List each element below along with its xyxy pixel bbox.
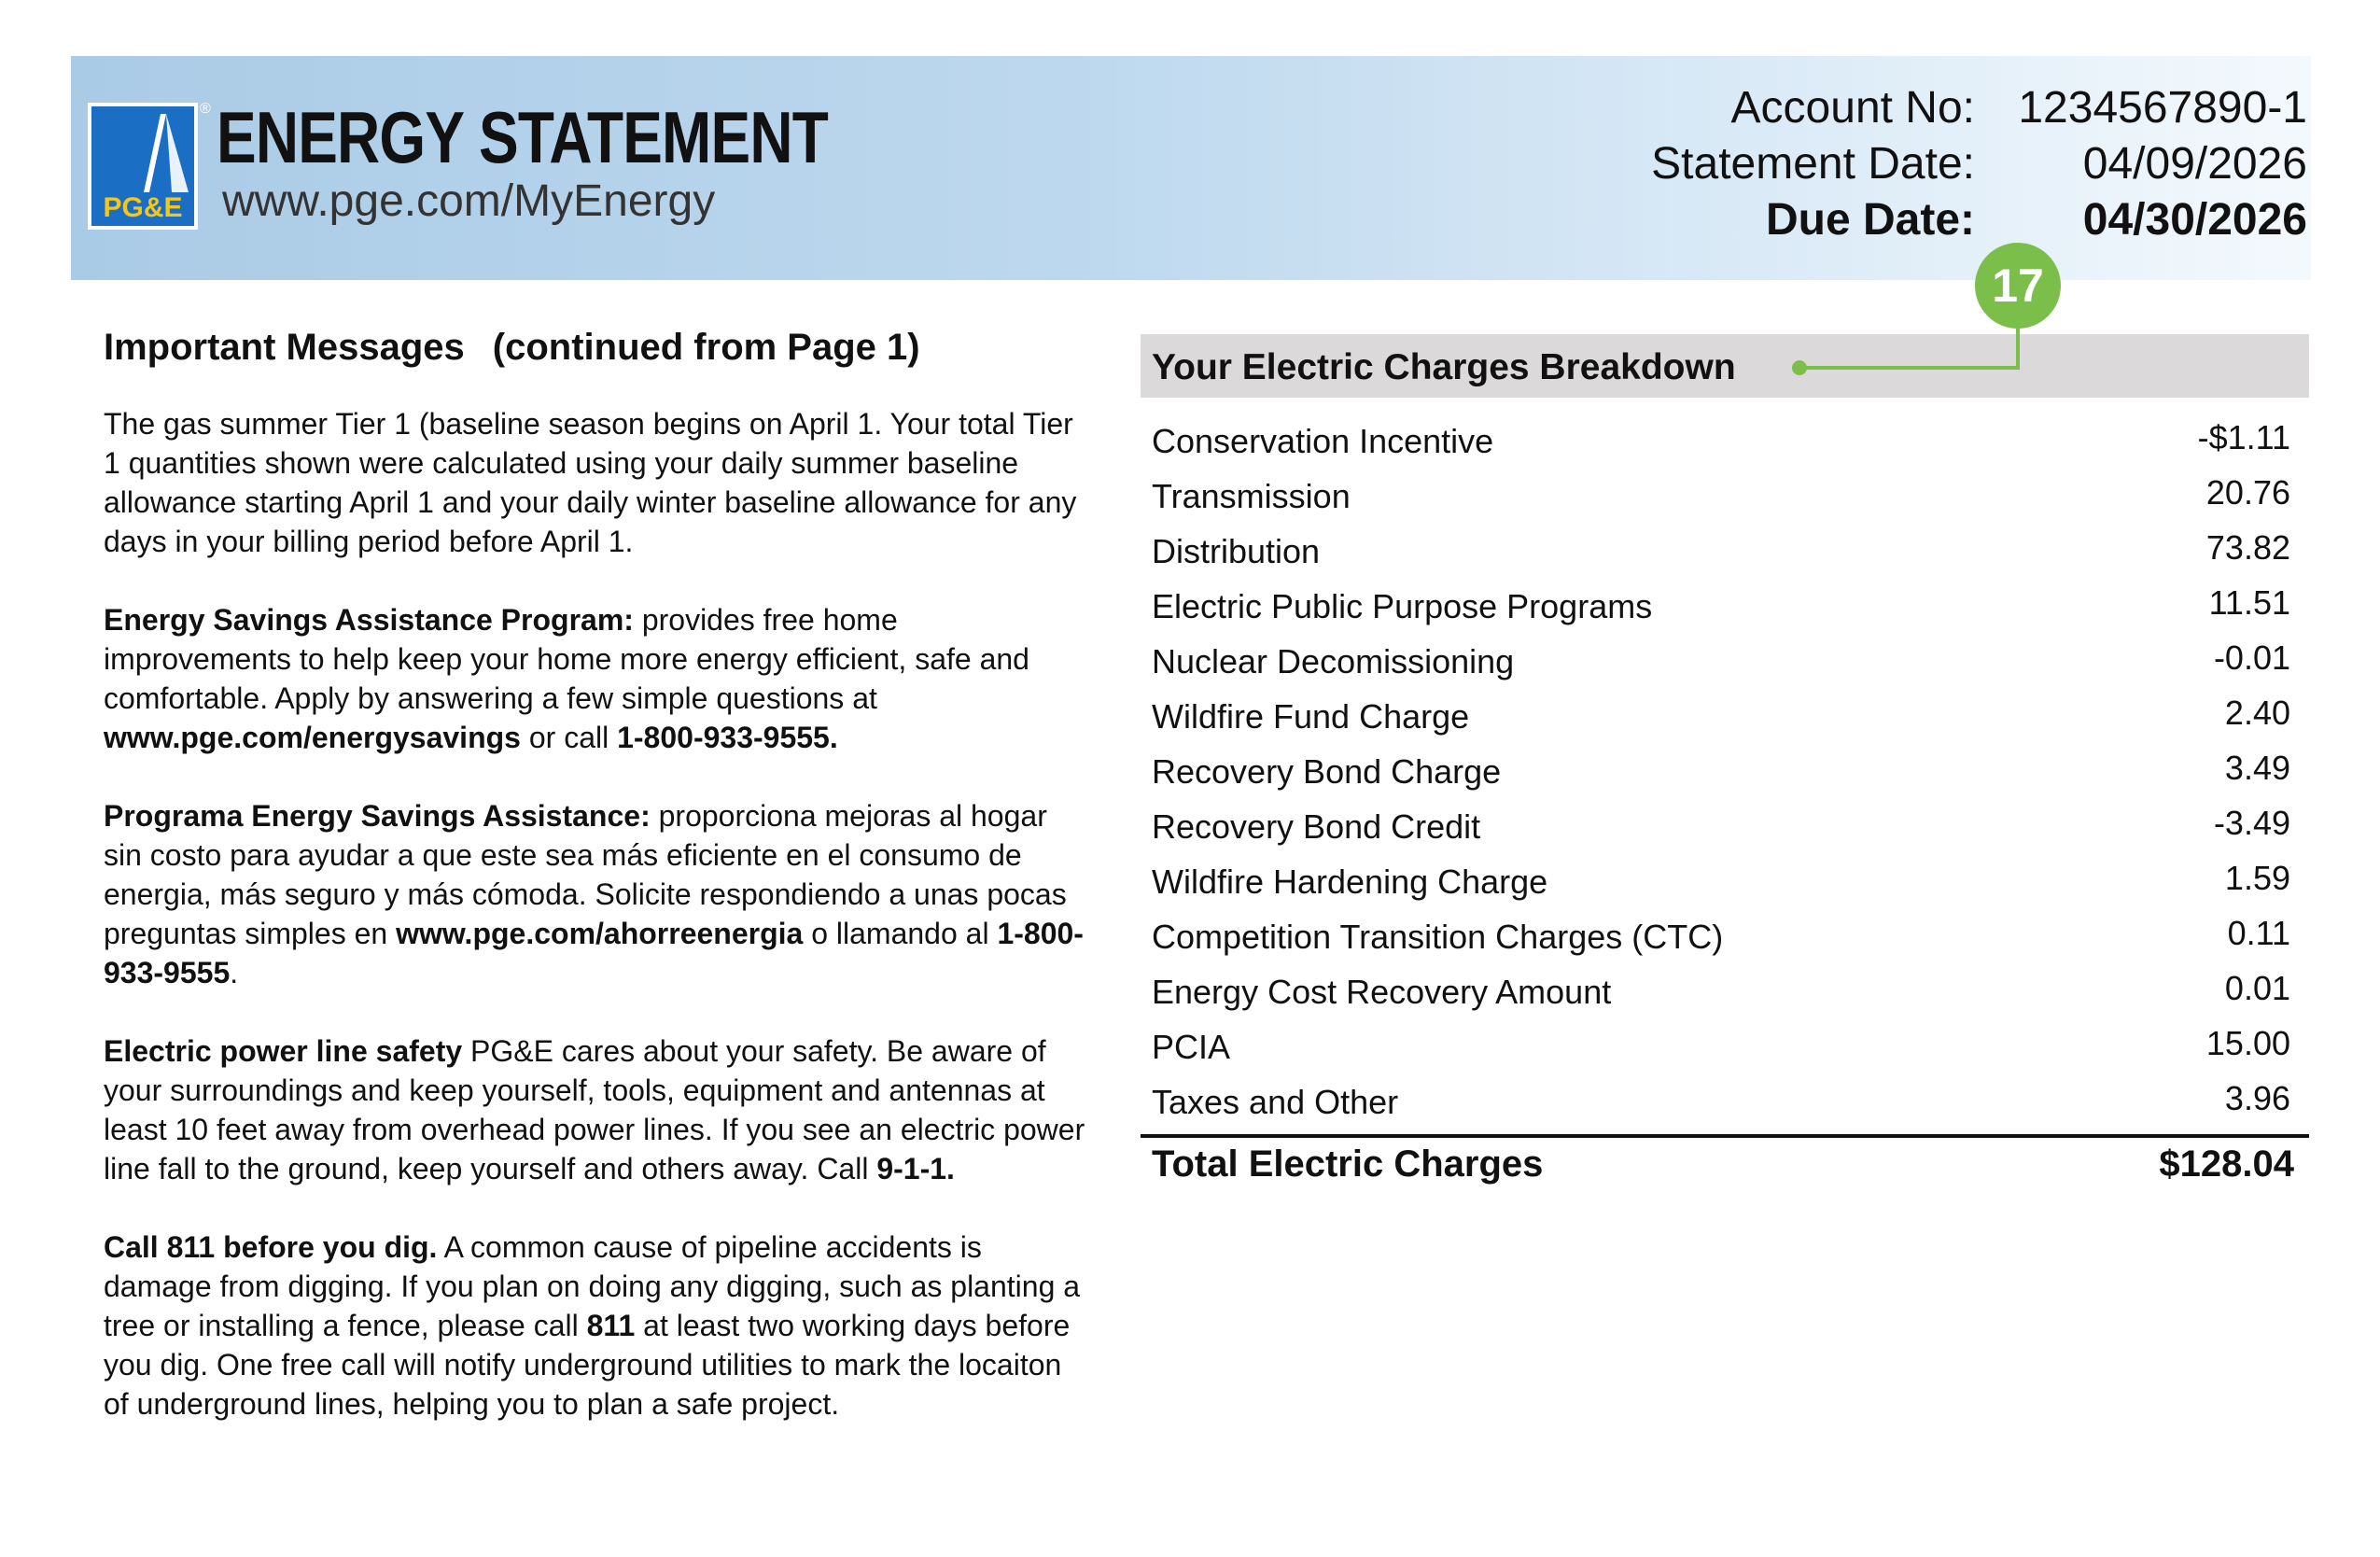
- statement-header: [71, 56, 2311, 280]
- header-url[interactable]: www.pge.com/MyEnergy: [222, 176, 716, 226]
- due-date-value: 04/30/2026: [2082, 195, 2307, 245]
- charge-row: [1141, 745, 2309, 800]
- total-row: [1141, 1138, 2309, 1203]
- messages-continued: (continued from Page 1): [492, 327, 920, 368]
- charge-row: [1141, 800, 2309, 855]
- energy-savings-phone[interactable]: 1-800-933-9555.: [617, 721, 838, 754]
- logo-text: PG&E: [103, 192, 183, 223]
- charge-row: [1141, 414, 2309, 470]
- total-amount: $128.04: [2159, 1143, 2294, 1185]
- charge-amount: 73.82: [2205, 528, 2290, 567]
- charge-amount: 3.96: [2224, 1079, 2290, 1117]
- energy-savings-text: provides free home improvements to help keep your home more energy efficient, safe and comfortable. Apply by answering a few simple questions at: [104, 603, 1029, 715]
- energy-savings-message: [104, 600, 1093, 757]
- baseline-message: The gas summer Tier 1 (baseline season begins on April 1. Your total Tier 1 quantities shown were calculated using your daily summer baseline allowance starting April 1 and your daily winter baseline allowance for any days in your billing period before April 1.: [104, 407, 1077, 558]
- due-date-row: [1378, 194, 2311, 250]
- charge-label: PCIA: [1152, 1028, 1231, 1066]
- account-info: [1378, 82, 2311, 250]
- charge-amount: -3.49: [2213, 804, 2290, 842]
- charge-label: Transmission: [1152, 477, 1351, 515]
- charge-label: Recovery Bond Charge: [1152, 752, 1502, 791]
- charge-label: Wildfire Fund Charge: [1152, 697, 1470, 736]
- account-number-row: [1378, 82, 2311, 138]
- programa-mid: o llamando al: [803, 917, 998, 950]
- charge-amount: -$1.11: [2197, 418, 2290, 456]
- charge-label: Conservation Incentive: [1152, 422, 1494, 460]
- account-number-label: Account No:: [1730, 83, 1975, 133]
- charge-row: [1141, 470, 2309, 525]
- messages-title: Important Messages: [104, 327, 465, 368]
- charge-row: [1141, 690, 2309, 745]
- charge-row: [1141, 1075, 2309, 1130]
- charge-label: Nuclear Decomissioning: [1152, 642, 1515, 680]
- statement-date-value: 04/09/2026: [2082, 139, 2307, 189]
- charge-label: Distribution: [1152, 532, 1321, 570]
- call-811-message: [104, 1227, 1093, 1424]
- charge-label: Competition Transition Charges (CTC): [1152, 918, 1724, 956]
- call-811-text: A common cause of pipeline accidents is damage from digging. If you plan on doing any digging, such as planting a tree or installing a fence, please call: [104, 1230, 1081, 1342]
- charge-label: Electric Public Purpose Programs: [1152, 587, 1653, 625]
- charge-amount: 20.76: [2205, 473, 2290, 512]
- charge-label: Taxes and Other: [1152, 1083, 1399, 1121]
- call-811-heading: Call 811 before you dig.: [104, 1230, 438, 1264]
- important-messages: [104, 327, 1093, 1463]
- programa-text: proporciona mejoras al hogar sin costo para ayudar a que este sea más eficiente en el consumo de energia, más seguro y más cómoda. Solicite respondiendo a unas pocas preguntas simples en: [104, 799, 1067, 950]
- call-811-number: 811: [586, 1309, 636, 1342]
- pge-logo-icon: [91, 106, 194, 226]
- registered-mark: ®: [200, 101, 211, 117]
- energy-savings-link[interactable]: www.pge.com/energysavings: [104, 721, 521, 754]
- breakdown-title: Your Electric Charges Breakdown: [1152, 347, 1736, 387]
- charge-amount: 2.40: [2224, 694, 2290, 732]
- due-date-label: Due Date:: [1765, 195, 1975, 245]
- call-811-end: at least two working days before you dig. One free call will notify underground utilities to mark the locaiton of underground lines, helping you to plan a safe project.: [104, 1309, 1071, 1421]
- programa-phone[interactable]: 1-800-933-9555: [104, 917, 1084, 989]
- energy-savings-heading: Energy Savings Assistance Program:: [104, 603, 634, 637]
- charge-row: [1141, 910, 2309, 965]
- charge-label: Recovery Bond Credit: [1152, 807, 1481, 846]
- charge-amount: 11.51: [2208, 583, 2290, 622]
- charge-row: [1141, 965, 2309, 1020]
- programa-message: [104, 796, 1093, 992]
- charge-row: [1141, 1020, 2309, 1075]
- energy-savings-mid: or call: [520, 721, 618, 754]
- charge-rows: [1141, 414, 2309, 1130]
- messages-heading: [104, 327, 1093, 369]
- charge-amount: 3.49: [2224, 749, 2290, 787]
- charge-amount: 15.00: [2205, 1024, 2290, 1062]
- power-line-emergency-number: 9-1-1.: [876, 1152, 955, 1185]
- total-label: Total Electric Charges: [1152, 1143, 1544, 1185]
- charge-amount: 0.01: [2224, 969, 2290, 1007]
- charge-label: Wildfire Hardening Charge: [1152, 863, 1548, 901]
- charge-row: [1141, 855, 2309, 910]
- statement-date-label: Statement Date:: [1651, 139, 1975, 189]
- charge-row: [1141, 635, 2309, 690]
- pge-logo: [88, 103, 198, 230]
- breakdown-header: [1141, 260, 2309, 398]
- statement-date-row: [1378, 138, 2311, 194]
- power-line-text: PG&E cares about your safety. Be aware of your surroundings and keep yourself, tools, equipment and antennas at least 10 feet away from overhead power lines. If you see an electric power line fall to the ground, keep yourself and others away. Call: [104, 1034, 1085, 1185]
- callout-badge: 17: [1975, 243, 2061, 329]
- power-line-safety-message: [104, 1031, 1093, 1188]
- callout-connector: [1141, 334, 2309, 398]
- charge-label: Energy Cost Recovery Amount: [1152, 973, 1612, 1011]
- power-line-heading: Electric power line safety: [104, 1034, 463, 1068]
- charge-amount: -0.01: [2213, 638, 2290, 677]
- charge-row: [1141, 525, 2309, 580]
- charge-amount: 1.59: [2224, 859, 2290, 897]
- programa-end: .: [230, 956, 239, 989]
- account-number-value: 1234567890-1: [2018, 83, 2307, 133]
- programa-heading: Programa Energy Savings Assistance:: [104, 799, 651, 833]
- electric-charges-breakdown: [1141, 260, 2309, 1203]
- programa-link[interactable]: www.pge.com/ahorreenergia: [396, 917, 804, 950]
- charge-row: [1141, 580, 2309, 635]
- charge-amount: 0.11: [2227, 914, 2290, 952]
- page-title: ENERGY STATEMENT: [217, 96, 828, 178]
